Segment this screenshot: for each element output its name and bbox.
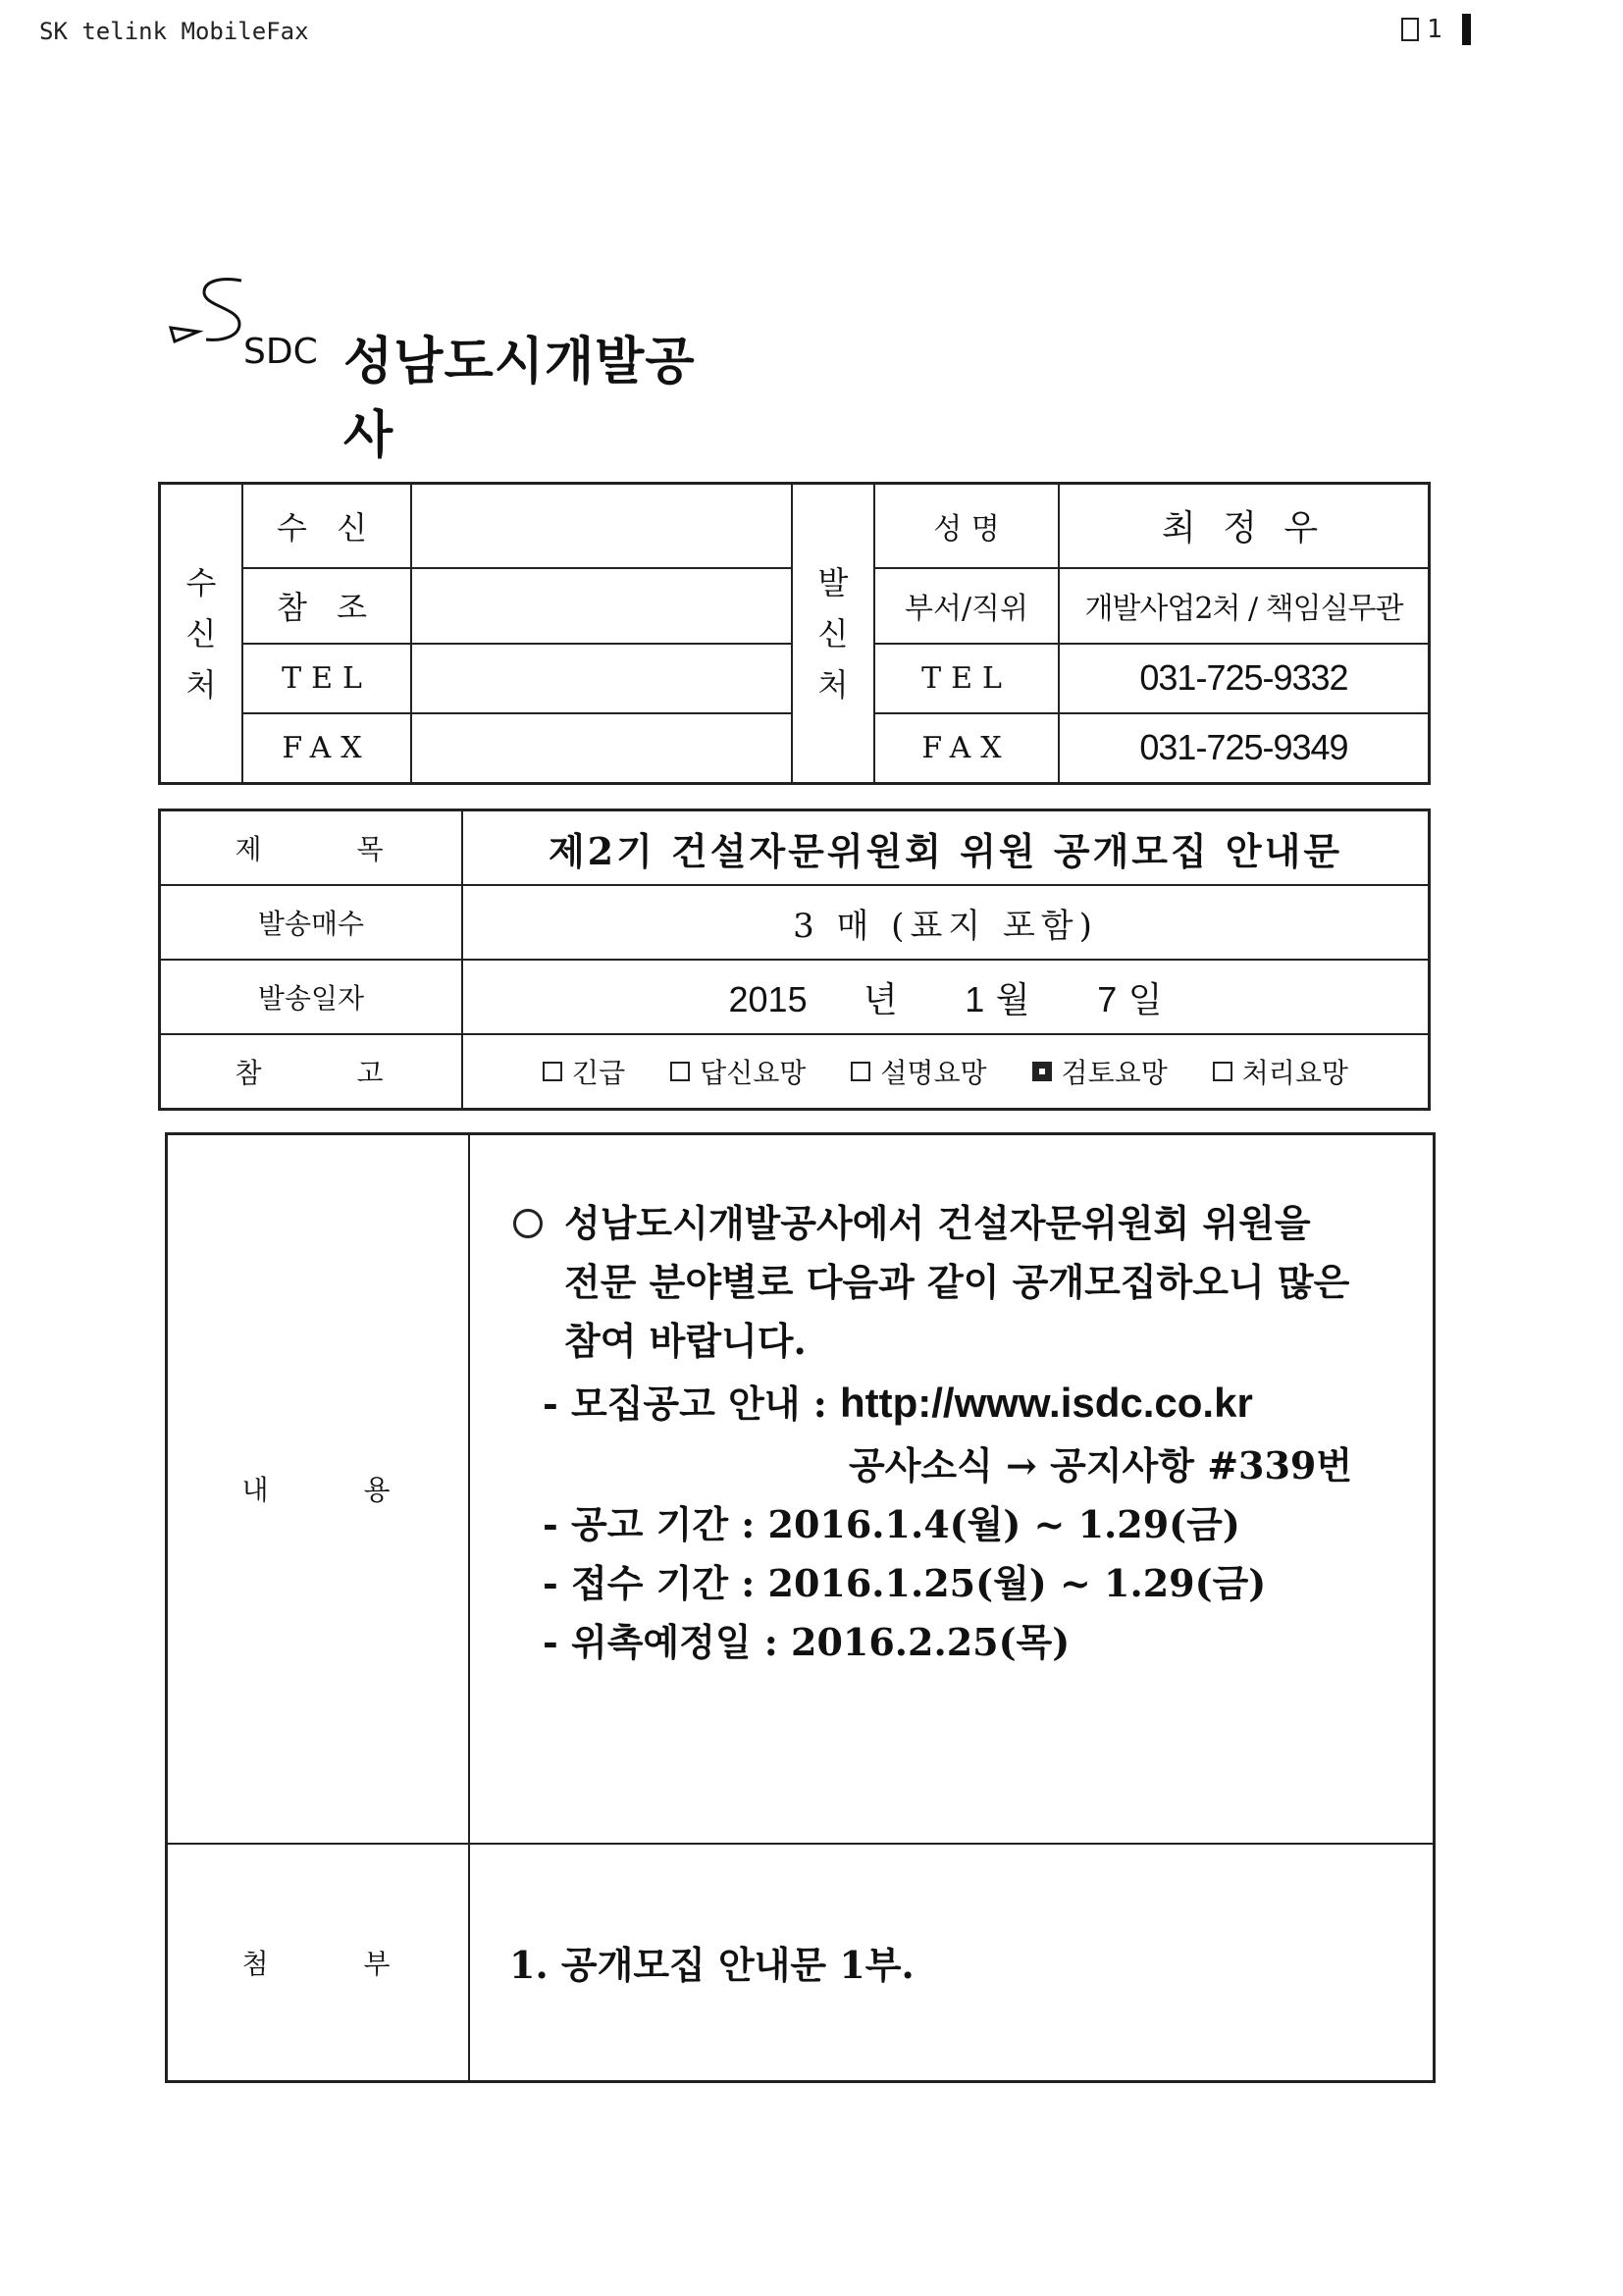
contact-table (158, 482, 1431, 785)
checkbox-reply-requested[interactable]: 답신요망 (670, 1052, 806, 1091)
recipient-fax-value (411, 713, 792, 784)
checkbox-review-requested[interactable]: 검토요망 (1032, 1052, 1168, 1091)
send-date: 2015 년 1 월 7 일 (462, 960, 1430, 1034)
content-label: 내 용 (167, 1134, 470, 1844)
attachment-label: 첨 부 (167, 1844, 470, 2082)
content-body (469, 1134, 1435, 1844)
application-period: - 접수 기간 : 2016.1.25(월) ~ 1.29(금) (543, 1561, 1267, 1605)
sender-name-value: 최 정 우 (1059, 484, 1430, 568)
company-logo (165, 273, 714, 465)
recipient-group-label: 수 신 처 (160, 484, 243, 784)
sender-name-label: 성 명 (874, 484, 1059, 568)
recipient-name-label: 수 신 (242, 484, 411, 568)
intro-line-2: 전문 분야별로 다음과 같이 공개모집하오니 많은 (564, 1260, 1350, 1304)
checkbox-urgent[interactable]: 긴급 (543, 1052, 625, 1091)
sender-group-label: 발 신 처 (792, 484, 874, 784)
logo-abbreviation: SDC (243, 332, 318, 372)
sender-dept-value: 개발사업2처 / 책임실무관 (1059, 568, 1430, 644)
circle-bullet-icon (513, 1209, 543, 1238)
fax-header-text: SK telink MobileFax (39, 18, 309, 45)
recipient-tel-value (411, 644, 792, 713)
document-info-table (158, 809, 1431, 1111)
notice-period: - 공고 기간 : 2016.1.4(월) ~ 1.29(금) (543, 1502, 1240, 1546)
recipient-ref-value (411, 568, 792, 644)
title-label: 제 목 (160, 810, 463, 886)
attachment-value: 1. 공개모집 안내문 1부. (469, 1844, 1435, 2082)
content-table (165, 1132, 1436, 2083)
recipient-ref-label: 참 조 (242, 568, 411, 644)
checkbox-processing-requested[interactable]: 처리요망 (1213, 1052, 1348, 1091)
checkbox-empty-icon (670, 1062, 690, 1081)
page-number: 1 (1427, 15, 1442, 44)
sender-tel-value: 031-725-9332 (1059, 644, 1430, 713)
sender-tel-label: TEL (874, 644, 1059, 713)
logo-company-name: 성남도시개발공사 (343, 333, 696, 465)
page-icon (1401, 18, 1419, 41)
date-label: 발송일자 (160, 960, 463, 1034)
recipient-fax-label: FAX (242, 713, 411, 784)
checkbox-checked-icon (1032, 1062, 1052, 1081)
document-title: 제2기 건설자문위원회 위원 공개모집 안내문 (462, 810, 1430, 886)
notice-url-link[interactable]: http://www.isdc.co.kr (839, 1380, 1253, 1426)
sdc-logo-icon (165, 273, 253, 361)
sender-fax-label: FAX (874, 713, 1059, 784)
fax-page-indicator (1401, 14, 1471, 45)
notice-line: - 모집공고 안내 : http://www.isdc.co.kr (543, 1380, 1253, 1426)
checkbox-empty-icon (1213, 1062, 1232, 1081)
sender-fax-value: 031-725-9349 (1059, 713, 1430, 784)
appointment-date: - 위촉예정일 : 2016.2.25(목) (543, 1620, 1071, 1664)
intro-line-3: 참여 바랍니다. (564, 1319, 807, 1363)
reference-label: 참 고 (160, 1034, 463, 1110)
sender-dept-label: 부서/직위 (874, 568, 1059, 644)
copies-label: 발송매수 (160, 885, 463, 960)
notice-path: 공사소식 → 공지사항 #339번 (849, 1443, 1353, 1487)
recipient-name-value (411, 484, 792, 568)
intro-line-1: 성남도시개발공사에서 건설자문위원회 위원을 (513, 1194, 1433, 1253)
recipient-tel-label: TEL (242, 644, 411, 713)
checkbox-empty-icon (851, 1062, 870, 1081)
checkbox-explanation-requested[interactable]: 설명요망 (851, 1052, 986, 1091)
reference-checkboxes (462, 1034, 1430, 1110)
checkbox-empty-icon (543, 1062, 562, 1081)
copies-value: 3 매 (표지 포함) (462, 885, 1430, 960)
page-bar-icon (1462, 14, 1471, 45)
